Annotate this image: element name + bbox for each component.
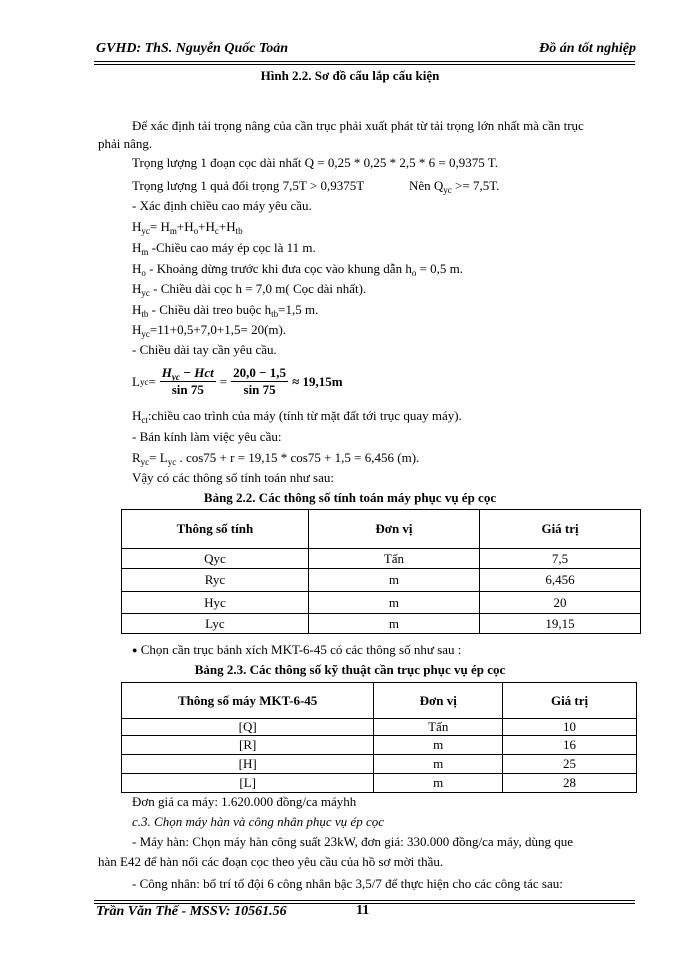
table-cell: 16 xyxy=(503,736,637,755)
hyc-calc: $H_{yc}=11+0,5+7,0+1,5= 20(m)$. xyxy=(132,322,287,339)
table-cell: 28 xyxy=(503,774,637,793)
table-cell: [R] xyxy=(122,736,374,755)
table-cell: [H] xyxy=(122,755,374,774)
unit-price: Đơn giá ca máy: 1.620.000 đồng/ca máyhh xyxy=(132,794,357,809)
table-cell: [L] xyxy=(122,774,374,793)
arm-intro: - Chiều dài tay cần yêu cầu. xyxy=(132,342,277,357)
weight-counter: Trọng lượng 1 quả đối trọng 7,5T > 0,9375T xyxy=(132,178,365,193)
height-intro: - Xác định chiều cao máy yêu cầu. xyxy=(132,198,312,213)
table-row xyxy=(122,592,641,614)
table-row xyxy=(122,614,641,634)
table-cell: Tấn xyxy=(374,719,503,736)
table1-header: Thông số tính xyxy=(122,510,309,549)
para1-line2: phải nâng. xyxy=(98,136,153,151)
table2-header: Giá trị xyxy=(503,683,637,719)
table-cell: Qyc xyxy=(122,549,309,569)
page-number: 11 xyxy=(356,903,370,918)
table2-header: Đơn vị xyxy=(374,683,503,719)
table-cell: 10 xyxy=(503,719,637,736)
table-cell: 6,456 xyxy=(480,569,641,592)
htb-line: $H_{tb}$ - Chiều dài treo buộc $h_{tb}=1,5$ m. xyxy=(132,302,319,319)
table1-caption: Bảng 2.2. Các thông số tính toán máy phục vụ ép cọc xyxy=(203,490,497,505)
welder-line1: - Máy hàn: Chọn máy hàn công suất 23kW, đơn giá: 330.000 đồng/ca máy, dùng que xyxy=(132,834,573,849)
table-cell: Tấn xyxy=(308,549,479,569)
lyc-formula: L yc = $\frac{H_{yc} - Hct}{\sin 75}$ = $\frac{20,0 - 1,5}{\sin 75}$ ≈ 19,15m xyxy=(132,365,343,397)
hyc-formula: $H_{yc}= H_m+H_o+H_c+H_{tb}$ xyxy=(132,219,243,236)
welder-line2: hàn E42 để hàn nối các đoạn cọc theo yêu cầu của hồ sơ mời thầu. xyxy=(98,854,444,869)
table-cell: Ryc xyxy=(122,569,309,592)
table-cell: Lyc xyxy=(122,614,309,634)
table-cell: m xyxy=(308,614,479,634)
weight-pile: Trọng lượng 1 đoạn cọc dài nhất Q = 0,25 * 0,25 * 2,5 * 6 = 0,9375 T. xyxy=(132,155,498,170)
ho-line: $H_o$ - Khoảng dừng trước khi đưa cọc vào khung dẫn $h_o = 0,5$ m. xyxy=(132,261,464,278)
table-row xyxy=(122,736,637,755)
table-cell: 19,15 xyxy=(480,614,641,634)
table-row xyxy=(122,755,637,774)
hyc-pile-line: $H_{yc}$ - Chiều dài cọc h = 7,0 m( Cọc dài nhất). xyxy=(132,281,367,298)
header-left: GVHD: ThS. Nguyễn Quốc Toản xyxy=(96,41,289,56)
footer-rule-thin xyxy=(94,900,635,901)
table-row xyxy=(122,774,637,793)
header-rule xyxy=(94,61,635,62)
table-cell: 7,5 xyxy=(480,549,641,569)
table-cell: m xyxy=(374,755,503,774)
table1 xyxy=(121,509,641,634)
figure-title: Hình 2.2. Sơ đồ cẩu lắp cấu kiện xyxy=(260,68,440,83)
workers-line: - Công nhân: bố trí tổ đội 6 công nhân bậc 3,5/7 để thực hiện cho các công tác sau: xyxy=(132,876,563,891)
table-cell: m xyxy=(308,592,479,614)
table-cell: m xyxy=(374,774,503,793)
table-cell: m xyxy=(308,569,479,592)
section-c3: c.3. Chọn máy hàn và công nhân phục vụ ép cọc xyxy=(132,814,384,829)
footer-left: Trần Văn Thế - MSSV: 10561.56 xyxy=(96,904,287,919)
header-rule-thin xyxy=(94,64,635,65)
summary: Vậy có các thông số tính toán như sau: xyxy=(132,470,335,485)
table2-header: Thông số máy MKT-6-45 xyxy=(122,683,374,719)
table-cell: 20 xyxy=(480,592,641,614)
ryc-line: $R_{yc}= L_{yc}$ . cos75 + r = 19,15 * cos75 + 1,5 = 6,456 (m). xyxy=(132,450,420,467)
table-cell: [Q] xyxy=(122,719,374,736)
table2-caption: Bảng 2.3. Các thông số kỹ thuật cần trục phục vụ ép cọc xyxy=(194,662,506,677)
table1-header: Đơn vị xyxy=(308,510,479,549)
bullet-icon: ● xyxy=(132,645,138,655)
header-right: Đồ án tốt nghiệp xyxy=(539,41,636,56)
table-row xyxy=(122,549,641,569)
para1-line1: Để xác định tải trọng nâng của cần trục phải xuất phát từ tải trọng lớn nhất mà cần trục xyxy=(132,118,584,133)
table-row xyxy=(122,719,637,736)
table2 xyxy=(121,682,637,793)
table-cell: 25 xyxy=(503,755,637,774)
table-cell: m xyxy=(374,736,503,755)
table1-header: Giá trị xyxy=(480,510,641,549)
hct-line: $H_{ct}:chiều$ cao trình của máy (tính từ mặt đất tới trục quay máy). xyxy=(132,408,462,425)
weight-result: Nên $Q_{yc} >= 7,5T$. xyxy=(409,178,500,195)
crane-choice: ● Chọn cần trục bánh xích MKT-6-45 có các thông số như sau : xyxy=(132,642,462,657)
radius-intro: - Bán kính làm việc yêu cầu: xyxy=(132,429,282,444)
table-row xyxy=(122,569,641,592)
hm-line: $H_m$ -Chiều cao máy ép cọc là 11 m. xyxy=(132,240,316,257)
table-cell: Hyc xyxy=(122,592,309,614)
